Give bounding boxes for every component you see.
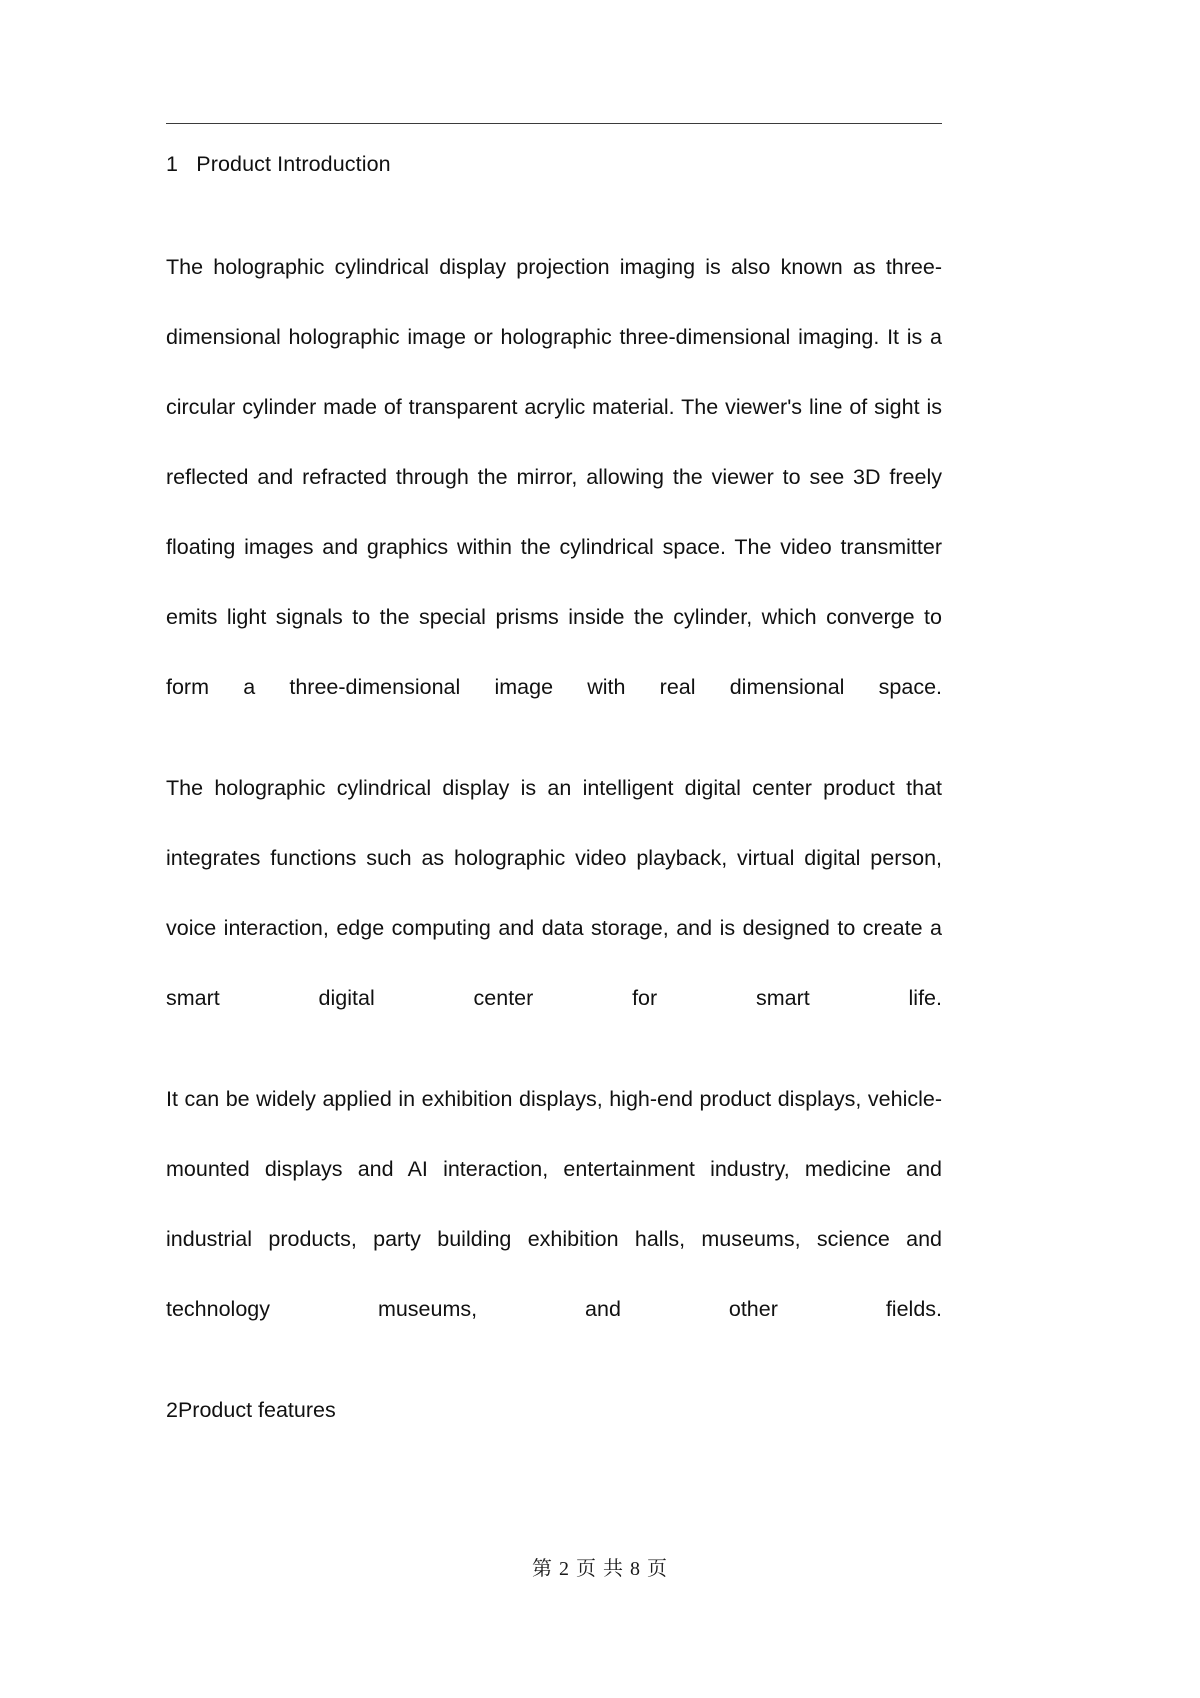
footer-page-indicator: 第 2 页 共 8 页 [532,1558,668,1580]
paragraph-intelligent-digital-center: The holographic cylindrical display is an intelligent digital center product that integrates functions such as holographic video playback, virtual digital person, voice interaction, edge computing and data storage, and is designed to create a smart digital center for smart life. [166,776,942,1010]
section-heading-product-introduction: 1 Product Introduction [166,152,391,176]
section-heading-product-features: 2Product features [166,1398,336,1422]
paragraph-applications: It can be widely applied in exhibition displays, high-end product displays, vehicle-mounted displays and AI interaction, entertainment industry, medicine and industrial products, party building exhibition halls, museums, science and technology museums, and other fields. [166,1087,942,1321]
paragraph-product-description: The holographic cylindrical display projection imaging is also known as three-dimensional holographic image or holographic three-dimensional imaging. It is a circular cylinder made of transparent acrylic material. The viewer's line of sight is reflected and refracted through the mirror, allowing the viewer to see 3D freely floating images and graphics within the cylindrical space. The video transmitter emits light signals to the special prisms inside the cylinder, which converge to form a three-dimensional image with real dimensional space. [166,255,942,699]
header-divider-rule [166,123,942,124]
